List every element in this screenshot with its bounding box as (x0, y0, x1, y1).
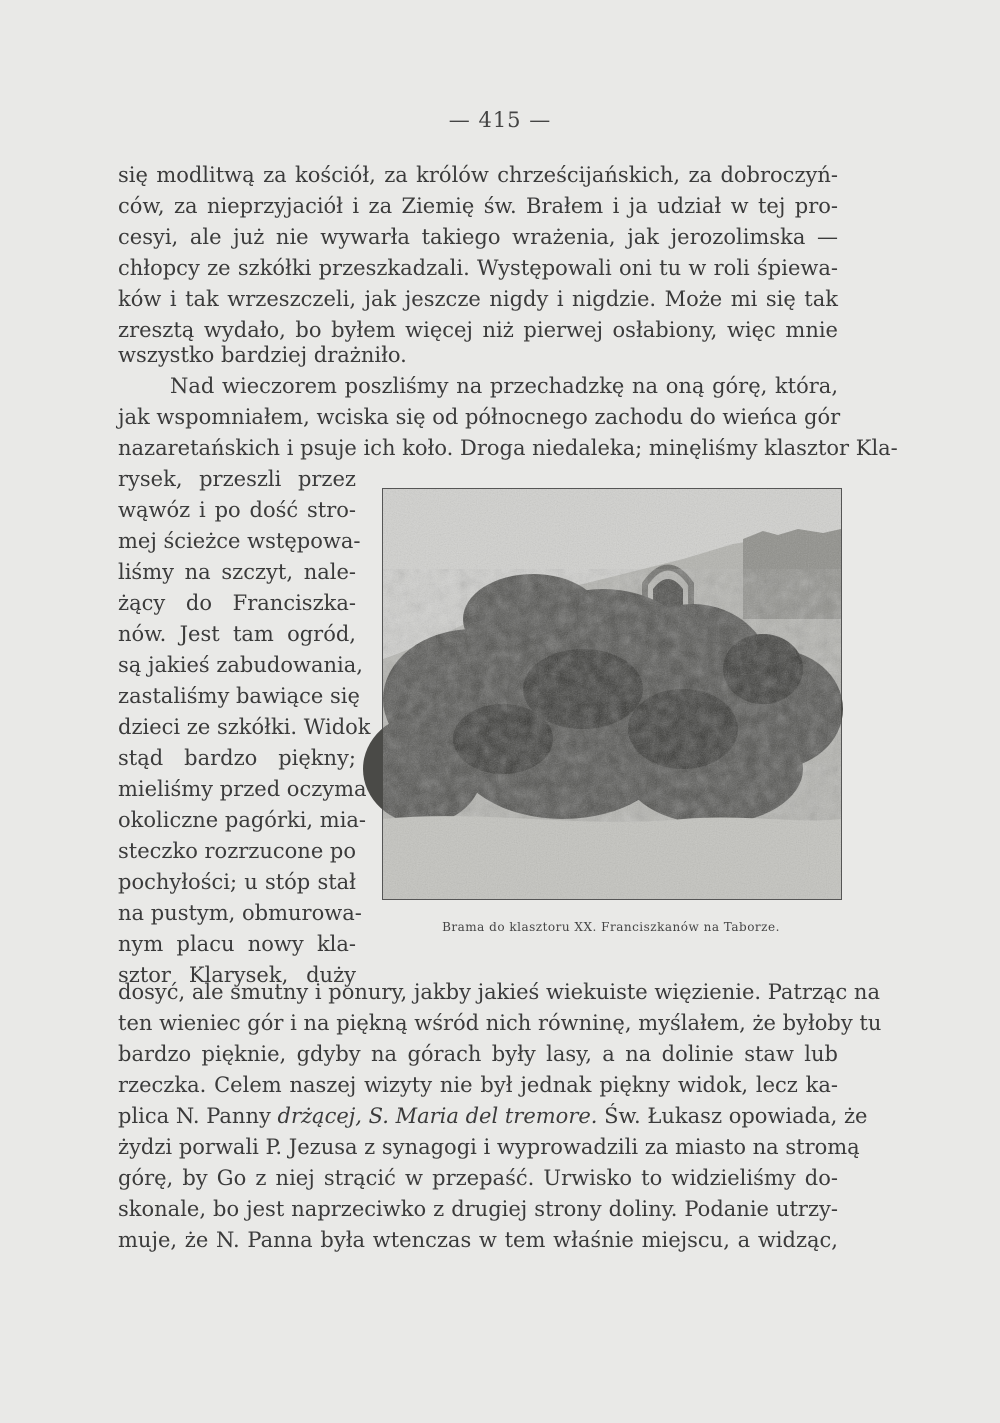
text-segment: Św. Łukasz opowiada, że (597, 1104, 868, 1128)
text-line: nazaretańskich i psuje ich koło. Droga niedaleka; minęliśmy klasztor Kla- (118, 436, 898, 460)
text-segment: plica N. Panny (118, 1104, 278, 1128)
text-line: liśmy na szczyt, nale- (118, 560, 356, 584)
text-line: cesyi, ale już nie wywarła takiego wrażenia, jak jerozolimska — (118, 225, 838, 249)
text-line: ten wieniec gór i na piękną wśród nich równinę, myślałem, że byłoby tu (118, 1011, 882, 1035)
text-line: rysek, przeszli przez (118, 467, 356, 491)
text-line: muje, że N. Panna była wtenczas w tem właśnie miejscu, a widząc, (118, 1228, 838, 1252)
text-line: dzieci ze szkółki. Widok (118, 715, 371, 739)
text-line: rzeczka. Celem naszej wizyty nie był jednak piękny widok, lecz ka- (118, 1073, 838, 1097)
figure-caption: Brama do klasztoru XX. Franciszkanów na Taborze. (442, 920, 780, 934)
text-line: chłopcy ze szkółki przeszkadzali. Występowali oni tu w roli śpiewa- (118, 256, 838, 280)
text-line: żący do Franciszka- (118, 591, 356, 615)
text-line: mieliśmy przed oczyma (118, 777, 367, 801)
text-line: wąwóz i po dość stro- (118, 498, 356, 522)
photo-figure (382, 488, 842, 900)
text-line: mej ścieżce wstępowa- (118, 529, 361, 553)
text-line: żydzi porwali P. Jezusa z synagogi i wyprowadzili za miasto na stromą (118, 1135, 860, 1159)
text-line: nów. Jest tam ogród, (118, 622, 356, 646)
text-line: na pustym, obmurowa- (118, 901, 362, 925)
text-line: stąd bardzo piękny; (118, 746, 356, 770)
text-line: okoliczne pagórki, mia- (118, 808, 367, 832)
text-line: są jakieś zabudowania, (118, 653, 363, 677)
text-line: zresztą wydało, bo byłem więcej niż pierwej osłabiony, więc mnie (118, 318, 838, 342)
text-line: wszystko bardziej drażniło. (118, 343, 407, 367)
text-line: pochyłości; u stóp stał (118, 870, 356, 894)
text-line: ców, za nieprzyjaciół i za Ziemię św. Brałem i ja udział w tej pro- (118, 194, 838, 218)
text-line: bardzo pięknie, gdyby na górach były lasy, a na dolinie staw lub (118, 1042, 838, 1066)
text-line: sztor Klarysek, duży (118, 963, 356, 987)
text-line: ków i tak wrzeszczeli, jak jeszcze nigdy i nigdzie. Może mi się tak (118, 287, 838, 311)
italic-phrase: drżącej, S. Maria del tremore. (277, 1104, 598, 1128)
text-line: jak wspomniałem, wciska się od północnego zachodu do wieńca gór (118, 405, 841, 429)
text-line: nym placu nowy kla- (118, 932, 356, 956)
text-line: zastaliśmy bawiące się (118, 684, 360, 708)
text-line-italic (118, 1101, 868, 1131)
text-line: steczko rozrzucone po (118, 839, 357, 863)
text-line: Nad wieczorem poszliśmy na przechadzkę na oną górę, która, (170, 374, 838, 398)
page-number: — 415 — (448, 108, 552, 132)
text-line: górę, by Go z niej strącić w przepaść. Urwisko to widzieliśmy do- (118, 1166, 838, 1190)
text-line: dosyć, ale smutny i ponury, jakby jakieś wiekuiste więzienie. Patrząc na (118, 980, 880, 1004)
text-line: skonale, bo jest naprzeciwko z drugiej strony doliny. Podanie utrzy- (118, 1197, 838, 1221)
text-line: się modlitwą za kościół, za królów chrześcijańskich, za dobroczyń- (118, 163, 838, 187)
photo-monastery-gate (383, 489, 841, 899)
